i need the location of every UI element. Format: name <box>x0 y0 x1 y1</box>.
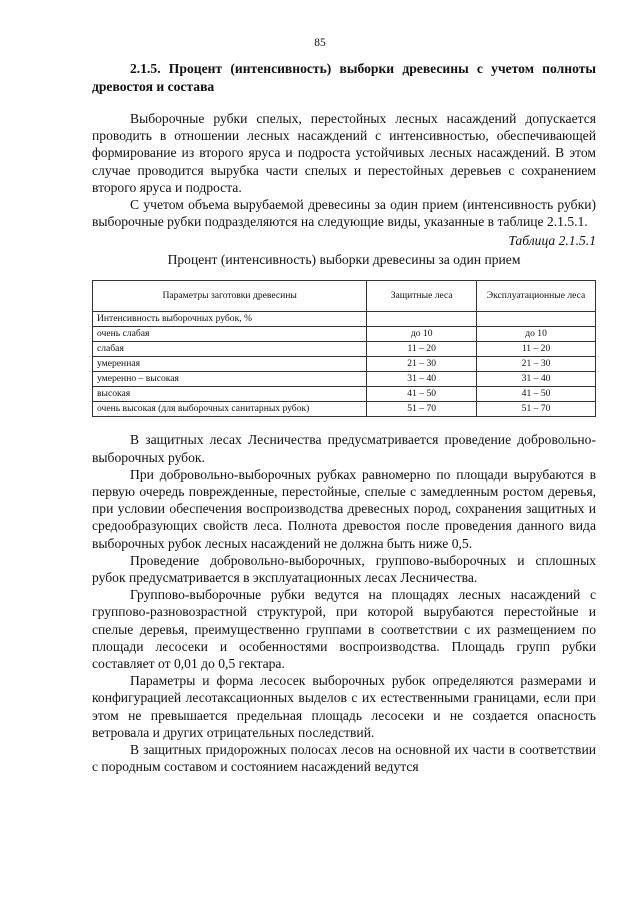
table-row <box>93 372 596 387</box>
table-cell: очень высокая (для выборочных санитарных рубок) <box>93 402 367 417</box>
paragraph: В защитных лесах Лесничества предусматривается проведение добровольно-выборочных рубок. <box>92 432 596 465</box>
table-cell: умеренно – высокая <box>93 372 367 387</box>
table-cell <box>477 312 596 327</box>
table-cell: до 10 <box>367 327 477 342</box>
table-cell: очень слабая <box>93 327 367 342</box>
table-label: Таблица 2.1.5.1 <box>508 233 596 249</box>
paragraph: Выборочные рубки спелых, перестойных лесных насаждений допускается проводить в отношении лесных насаждений с интенсивностью, обеспечивающей формирование из второго яруса и подроста устойчивых лесных насаждений. В этом случае проводится вырубка части спелых и перестойных деревьев с сохранением второго яруса и подроста. <box>92 111 596 195</box>
table-header-cell: Параметры заготовки древесины <box>93 281 367 312</box>
table-cell: 41 – 50 <box>477 387 596 402</box>
paragraph: При добровольно-выборочных рубках равномерно по площади вырубаются в первую очередь поврежденные, перестойные, спелые с замедленным ростом деревья, при условии обеспечения воспроизводства древесных пород, сохранения защитных и средообразующих свойств леса. Полнота древостоя после проведения данного вида выборочных рубок лесных насаждений не должна быть ниже 0,5. <box>92 466 596 551</box>
paragraph: Группово-выборочные рубки ведутся на площадях лесных насаждений с группово-разновозрастной структурой, при которой вырубаются перестойные и спелые деревья, преимущественно группами в соответствии с их размещением по площади лесосеки и особенностями воспроизводства. Площадь групп рубки составляет от 0,01 до 0,5 гектара. <box>92 587 596 672</box>
table-cell: 51 – 70 <box>367 402 477 417</box>
table-cell: 51 – 70 <box>477 402 596 417</box>
table-header-cell: Эксплуатационные леса <box>477 281 596 312</box>
table-cell: слабая <box>93 342 367 357</box>
page-content <box>92 60 596 775</box>
section-heading: 2.1.5. Процент (интенсивность) выборки древесины с учетом полноты древостоя и состава <box>92 61 596 94</box>
table-caption: Процент (интенсивность) выборки древесины за один прием <box>167 252 521 268</box>
table-header-row <box>93 281 596 312</box>
table-cell <box>367 312 477 327</box>
table-header-cell: Защитные леса <box>367 281 477 312</box>
table-cell: 11 – 20 <box>367 342 477 357</box>
table-row <box>93 387 596 402</box>
table-cell: 21 – 30 <box>367 357 477 372</box>
table-group-cell: Интенсивность выборочных рубок, % <box>93 312 367 327</box>
table-row <box>93 357 596 372</box>
paragraph: В защитных придорожных полосах лесов на основной их части в соответствии с породным составом и состоянием насаждений ведутся <box>92 742 596 775</box>
table-cell: 11 – 20 <box>477 342 596 357</box>
table-cell: 31 – 40 <box>367 372 477 387</box>
intensity-table <box>92 280 596 417</box>
table-cell: 41 – 50 <box>367 387 477 402</box>
paragraph: Параметры и форма лесосек выборочных рубок определяются размерами и конфигурацией лесотаксационных выделов с их естественными границами, если при этом не превышается предельная площадь лесосеки и не создается опасность ветровала и других отрицательных последствий. <box>92 673 596 740</box>
table-cell: умеренная <box>93 357 367 372</box>
table-cell: 21 – 30 <box>477 357 596 372</box>
paragraph: С учетом объема вырубаемой древесины за один прием (интенсивность рубки) выборочные рубки подразделяются на следующие виды, указанные в таблице 2.1.5.1. <box>92 197 596 230</box>
table-row <box>93 342 596 357</box>
paragraph: Проведение добровольно-выборочных, группово-выборочных и сплошных рубок предусматривается в эксплуатационных лесах Лесничества. <box>92 552 596 586</box>
page-number: 85 <box>314 37 326 49</box>
table-row <box>93 327 596 342</box>
table-cell: до 10 <box>477 327 596 342</box>
table-group-row <box>93 312 596 327</box>
table-row <box>93 402 596 417</box>
table-cell: высокая <box>93 387 367 402</box>
table-cell: 31 – 40 <box>477 372 596 387</box>
